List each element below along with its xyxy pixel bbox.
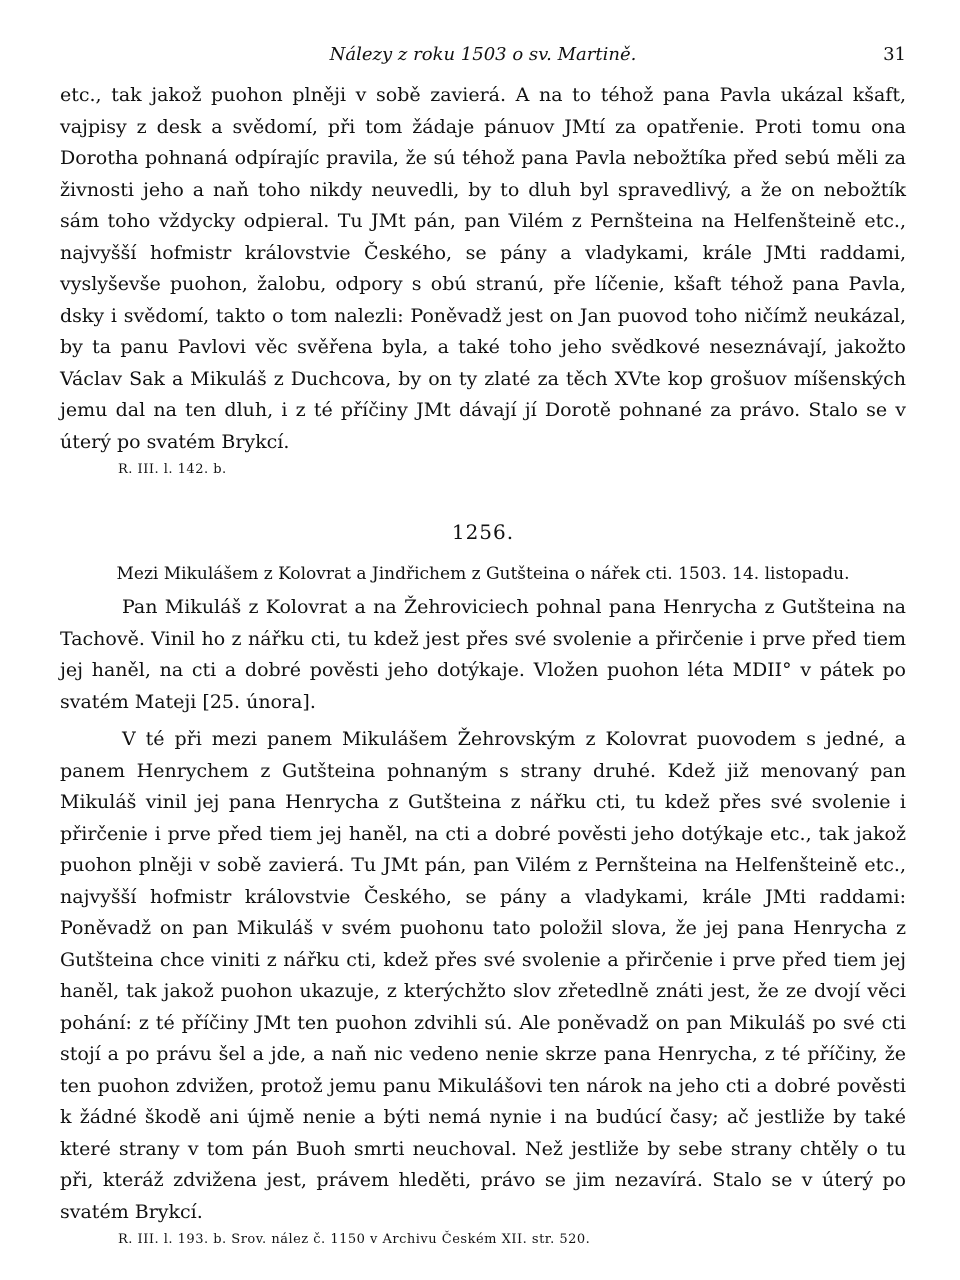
continuation-paragraph: etc., tak jakož puohon plněji v sobě zavierá. A na to téhož pana Pavla ukázal kšaft, vajpisy z desk a svědomí, při tom žádaje pánuov JMtí za opatřenie. Proti tomu ona Dorotha pohnaná odpírajíc pravila, že sú téhož pana Pavla nebožtíka před sebú měli za živnosti jeho a naň toho nikdy neuvedli, by to dluh byl spravedlivý, a že on nebožtík sám toho vždycky odpieral. Tu JMt pán, pan Vilém z Pernšteina na Helfenšteině etc., najvyšší hofmistr královstvie Českého, se pány a vladykami, krále JMti raddami, vyslyševše puohon, žalobu, odpory s obú stranú, pře líčenie, kšaft téhož pana Pavla, dsky i svědomí, takto o tom nalezli: Poněvadž jest on Jan puovod toho ničímž neukázal, by ta panu Pavlovi věc svěřena byla, a také toho jeho svědkové neseznávají, jakožto Václav Sak a Mikuláš z Duchcova, by on ty zlaté za těch XVte kop grošuov míšenských jemu dal na ten dluh, i z té příčiny JMt dávají jí Dorotě pohnané za právo. Stalo se v úterý po svatém Brykcí. [60,84,906,453]
entry-paragraph-2: V té při mezi panem Mikulášem Žehrovským z Kolovrat puovodem s jedné, a panem Henrychem z Gutšteina pohnaným s strany druhé. Kdež již menovaný pan Mikuláš vinil jej pana Henrycha z Gutšteina z nářku cti, tu kdež přes své svolenie i přirčenie i prve před tiem jej haněl, na cti a dobré pověsti jeho dotýkaje etc., tak jakož puohon plněji v sobě zavierá. Tu JMt pán, pan Vilém z Pernšteina na Helfenšteině etc., najvyšší hofmistr královstvie Českého, se pány a vladykami, krále JMti raddami: Poněvadž on pan Mikuláš v svém puohonu tato položil slova, že jej pana Henrycha z Gutšteina chce viniti z nářku cti, kdež přes své svolenie a přirčenie i prve před tiem jej haněl, tak jakož puohon ukazuje, z kterýchžto slov zřetedlně znáti jest, že ze dvojí věci pohání: z té příčiny JMt ten puohon zdvihli sú. Ale poněvadž on pan Mikuláš po své cti stojí a po právu šel a jde, a naň nic vedeno nenie skrze pana Henrycha, z té příčiny, že ten puohon zdvižen, protož jemu panu Mikulášovi ten nárok na jeho cti a dobré pověsti k žádné škodě ani újmě nenie a býti nemá nynie i na budúcí časy; ač jestliže by také které strany v tom pán Buoh smrti neuchoval. Než jestliže by sebe strany chtěly o tu při, kteráž zdvižena jest, právem hleděti, právo se jim nezavírá. Stalo se v úterý po svatém Brykcí. [60,728,906,1223]
entry-number: 1256. [451,520,515,544]
running-title: Nálezy z roku 1503 o sv. Martině. [329,44,637,65]
page-number: 31 [883,44,906,65]
entry-paragraph-1: Pan Mikuláš z Kolovrat a na Žehroviciech pohnal pana Henrycha z Gutšteina na Tachově. Vinil ho z nářku cti, tu kdež jest přes své svolenie a přirčenie i prve před tiem jej haněl, na cti a dobré pověsti jeho dotýkaje. Vložen puohon léta MDII° v pátek po svatém Mateji [25. února]. [60,596,906,713]
entry-reference: R. III. l. 193. b. Srov. nález č. 1150 v Archivu Českém XII. str. 520. [118,1232,591,1247]
running-head [60,44,906,80]
entry-summary: Mezi Mikulášem z Kolovrat a Jindřichem z Gutšteina o nářek cti. 1503. 14. listopadu. [116,564,850,584]
continuation-reference: R. III. l. 142. b. [118,462,227,477]
document-page [60,44,906,1250]
